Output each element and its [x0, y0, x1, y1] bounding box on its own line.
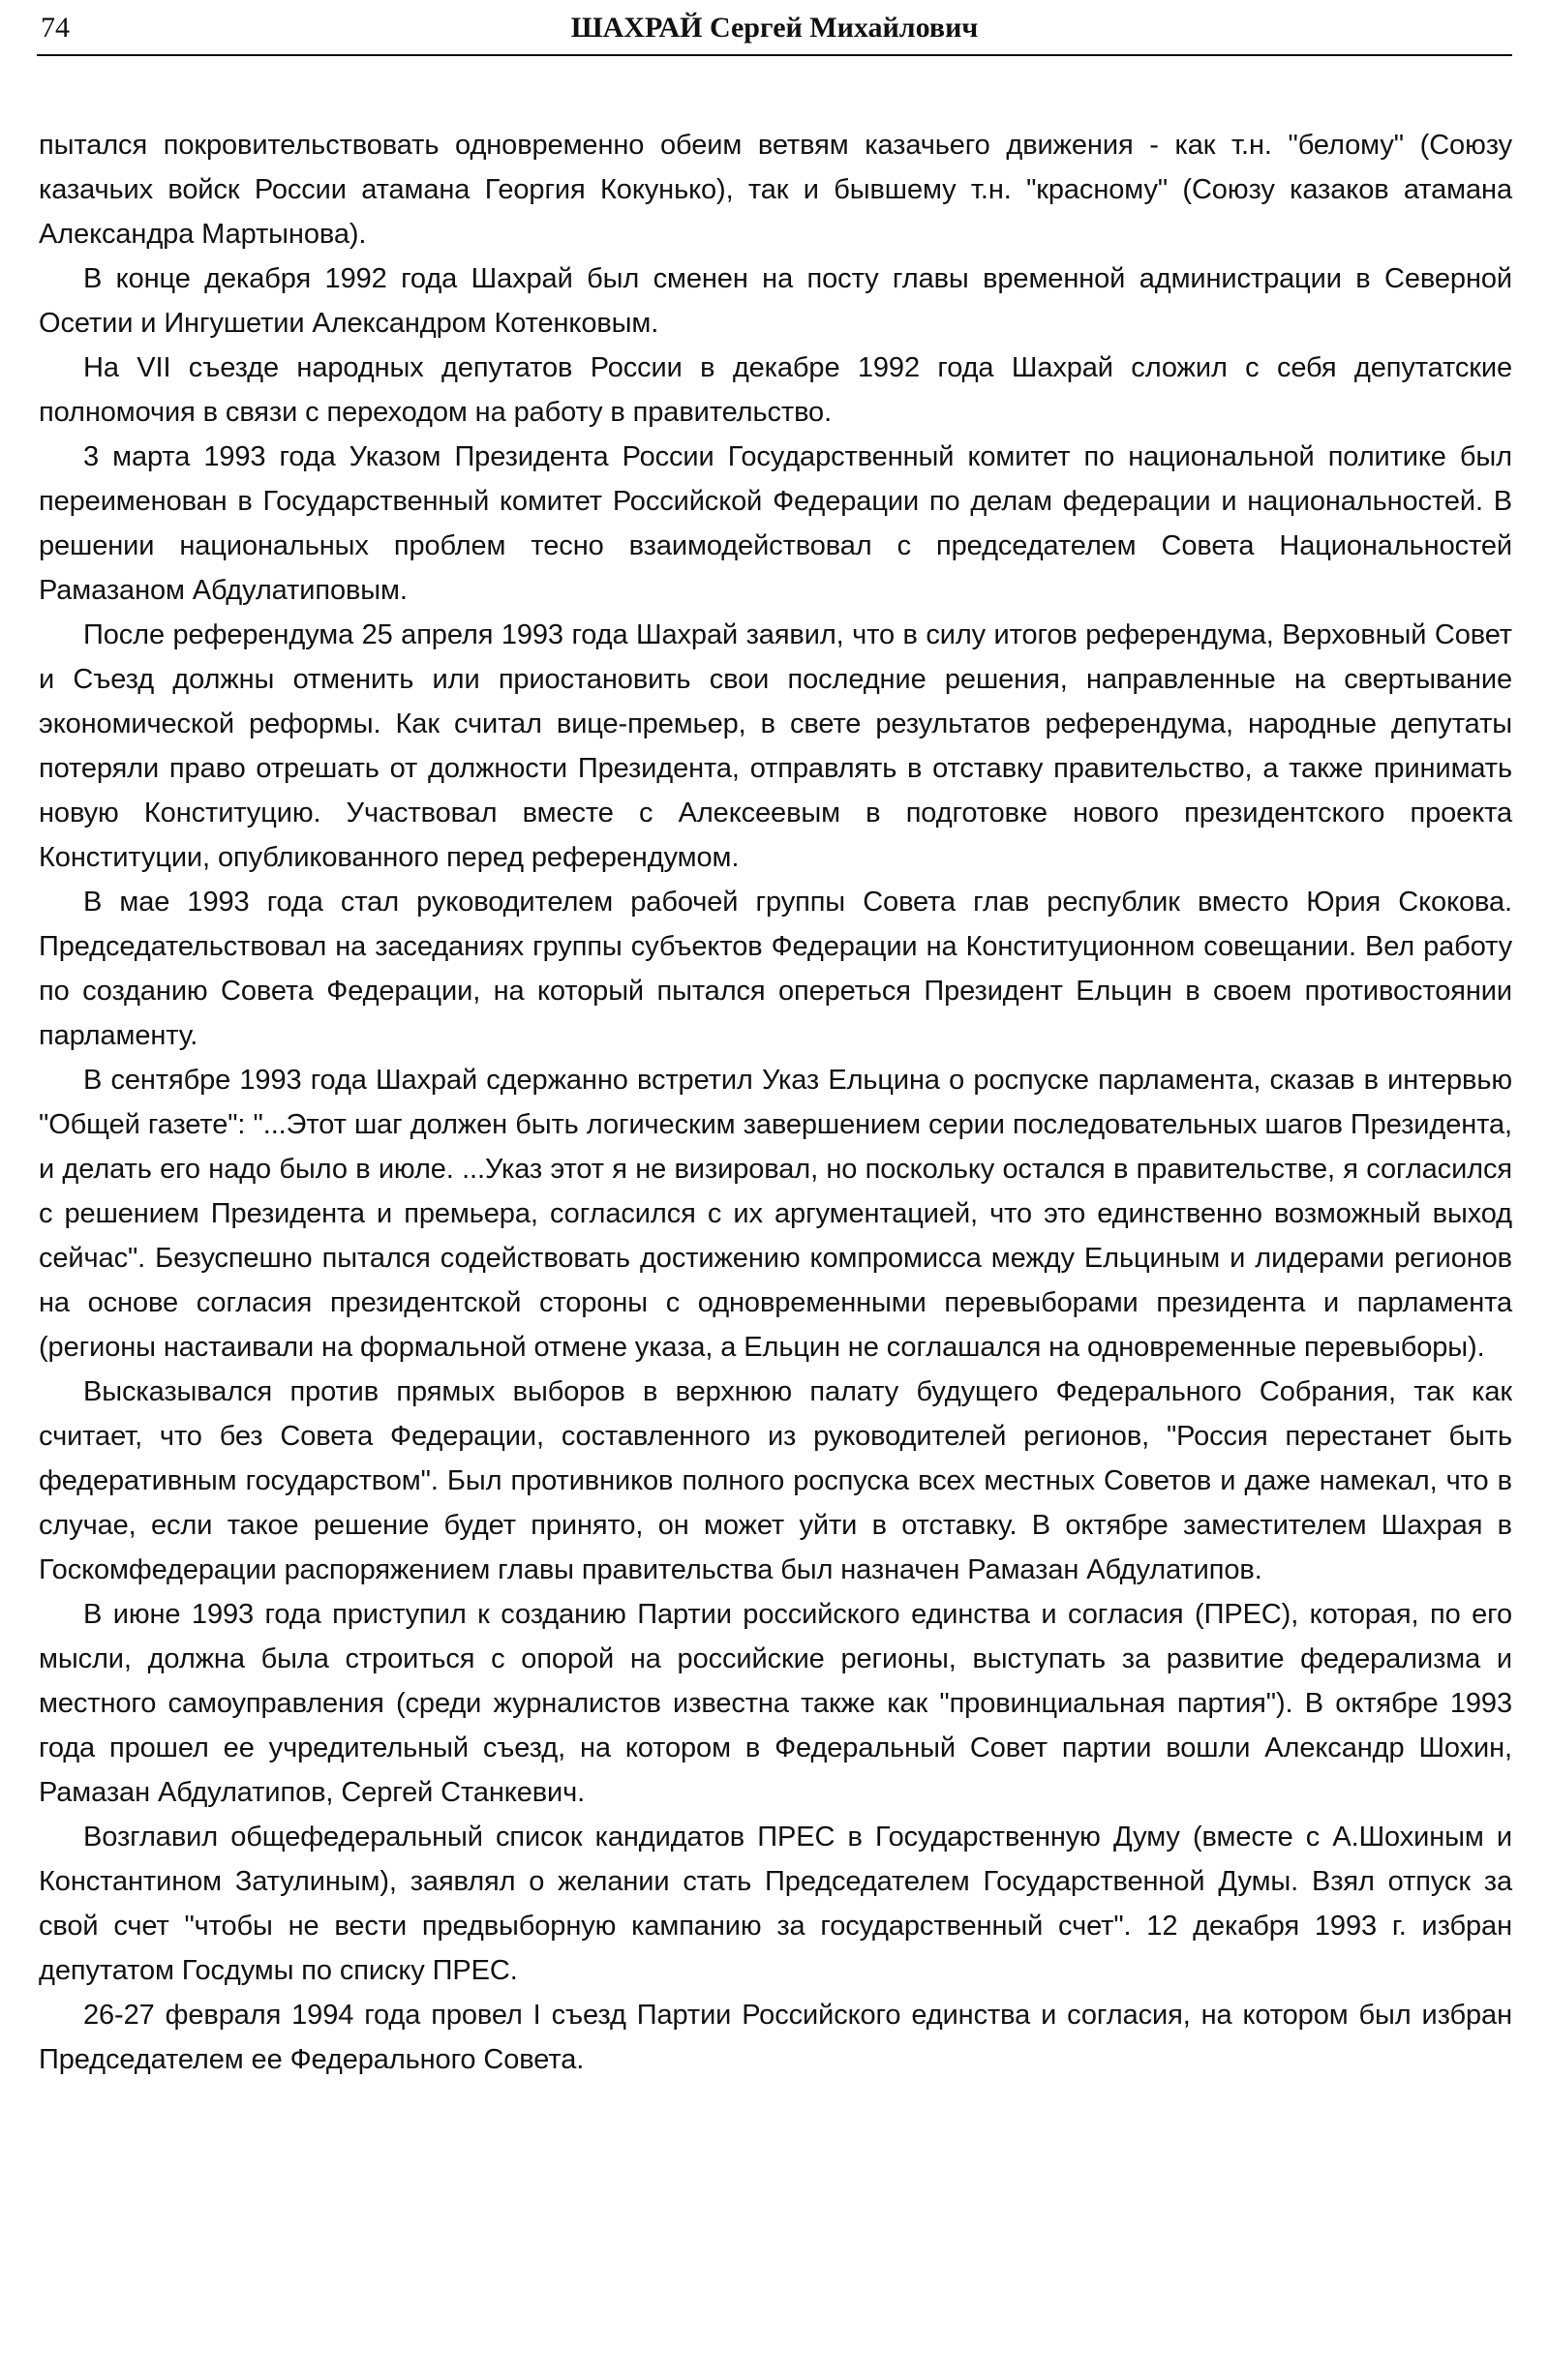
running-title: ШАХРАЙ Сергей Михайлович — [570, 12, 979, 44]
paragraph: После референдума 25 апреля 1993 года Шахрай заявил, что в силу итогов референдума, Верховный Совет и Съезд должны отменить или приостановить свои последние решения, направленные на свертывание экономической реформы. Как считал вице-премьер, в свете результатов референдума, народные депутаты потеряли право отрешать от должности Президента, отправлять в отставку правительство, а также принимать новую Конституцию. Участвовал вместе с Алексеевым в подготовке нового президентского проекта Конституции, опубликованного перед референдумом. — [39, 619, 1512, 873]
paragraph: В конце декабря 1992 года Шахрай был сменен на посту главы временной администрации в Северной Осетии и Ингушетии Александром Котенковым. — [39, 263, 1512, 339]
paragraph: В июне 1993 года приступил к созданию Партии российского единства и согласия (ПРЕС), которая, по его мысли, должна была строиться с опорой на российские регионы, выступать за развитие федерализма и местного самоуправления (среди журналистов известна также как "провинциальная партия"). В октябре 1993 года прошел ее учредительный съезд, на котором в Федеральный Совет партии вошли Александр Шохин, Рамазан Абдулатипов, Сергей Станкевич. — [39, 1599, 1512, 1808]
paragraph: пытался покровительствовать одновременно обеим ветвям казачьего движения - как т.н. "белому" (Союзу казачьих войск России атамана Георгия Кокунько), так и бывшему т.н. "красному" (Союзу казаков атамана Александра Мартынова). — [39, 130, 1512, 250]
running-header — [37, 2, 1512, 56]
paragraph: На VII съезде народных депутатов России в декабре 1992 года Шахрай сложил с себя депутатские полномочия в связи с переходом на работу в правительство. — [39, 352, 1512, 428]
paragraph: Высказывался против прямых выборов в верхнюю палату будущего Федерального Собрания, так как считает, что без Совета Федерации, составленного из руководителей регионов, "Россия перестанет быть федеративным государством". Был противников полного роспуска всех местных Советов и даже намекал, что в случае, если такое решение будет принято, он может уйти в отставку. В октябре заместителем Шахрая в Госкомфедерации распоряжением главы правительства был назначен Рамазан Абдулатипов. — [39, 1376, 1512, 1585]
paragraph: 3 марта 1993 года Указом Президента России Государственный комитет по национальной политике был переименован в Государственный комитет Российской Федерации по делам федерации и национальностей. В решении национальных проблем тесно взаимодействовал с председателем Совета Национальностей Рамазаном Абдулатиповым. — [39, 441, 1512, 606]
paragraph: В сентябре 1993 года Шахрай сдержанно встретил Указ Ельцина о роспуске парламента, сказав в интервью "Общей газете": "...Этот шаг должен быть логическим завершением серии последовательных шагов Президента, и делать его надо было в июле. ...Указ этот я не визировал, но поскольку остался в правительстве, я согласился с решением Президента и премьера, согласился с их аргументацией, что это единственно возможный выход сейчас". Безуспешно пытался содействовать достижению компромисса между Ельциным и лидерами регионов на основе согласия президентской стороны с одновременными перевыборами президента и парламента (регионы настаивали на формальной отмене указа, а Ельцин не соглашался на одновременные перевыборы). — [39, 1065, 1512, 1363]
document-page — [37, 0, 1512, 2380]
paragraph: 26-27 февраля 1994 года провел I съезд Партии Российского единства и согласия, на котором был избран Председателем ее Федерального Совета. — [39, 2000, 1512, 2075]
paragraph: Возглавил общефедеральный список кандидатов ПРЕС в Государственную Думу (вместе с А.Шохиным и Константином Затулиным), заявлял о желании стать Председателем Государственной Думы. Взял отпуск за свой счет "чтобы не вести предвыборную кампанию за государственный счет". 12 декабря 1993 г. избран депутатом Госдумы по списку ПРЕС. — [39, 1822, 1512, 1986]
body-text — [39, 123, 1512, 2082]
page-number: 74 — [41, 12, 70, 44]
paragraph: В мае 1993 года стал руководителем рабочей группы Совета глав республик вместо Юрия Скокова. Председательствовал на заседаниях группы субъектов Федерации на Конституционном совещании. Вел работу по созданию Совета Федерации, на который пытался опереться Президент Ельцин в своем противостоянии парламенту. — [39, 887, 1512, 1051]
